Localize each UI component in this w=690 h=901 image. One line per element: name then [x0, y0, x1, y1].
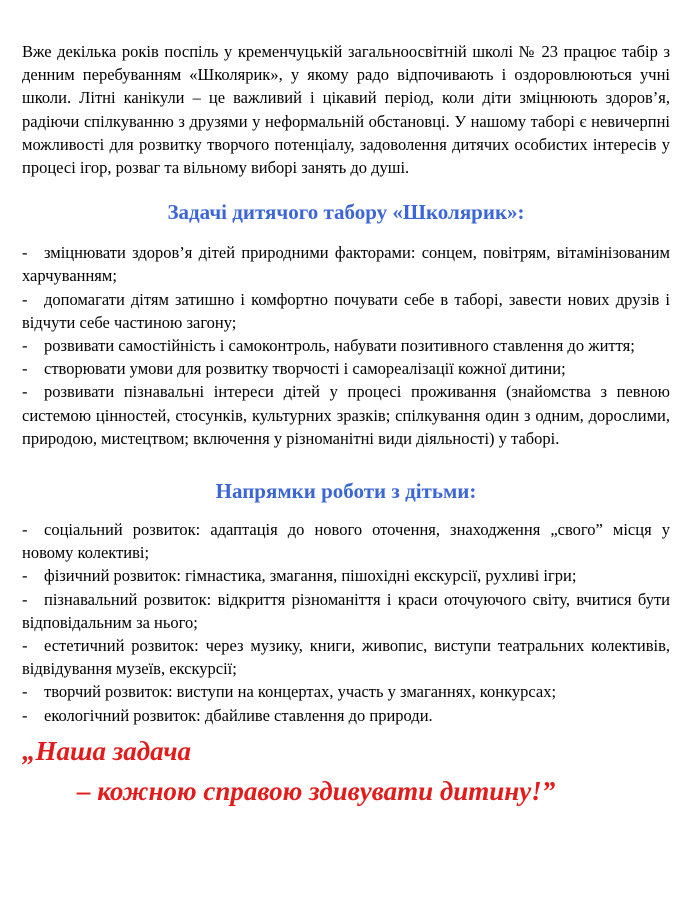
slogan-line-1: „Наша задача [22, 735, 191, 766]
list-marker: - [22, 359, 28, 379]
list-marker: - [22, 566, 28, 586]
list-item: - створювати умови для розвитку творчості і самореалізації кожної дитини; [22, 357, 670, 380]
list-item: - естетичний розвиток: через музику, книги, живопис, виступи театральних колективів, відвідування музеїв, екскурсії; [22, 636, 670, 679]
list-marker: - [22, 243, 28, 263]
list-marker: - [22, 589, 28, 609]
intro-section [22, 40, 670, 179]
list-marker: - [22, 705, 28, 725]
list-marker: - [22, 382, 28, 402]
list-marker: - [22, 289, 28, 309]
list-item: - розвивати пізнавальні інтереси дітей у процесі проживання (знайомства з певною системою цінностей, стосунків, культурних зразків; спілкування один з одним, дорослими, природою, мистецтвом; включення у різноманітні види діяльності) у таборі. [22, 382, 670, 448]
list-item: - розвивати самостійність і самоконтроль, набувати позитивного ставлення до життя; [22, 334, 670, 357]
slogan-line-2: – кожною справою здивувати дитину!” [77, 775, 556, 806]
list-marker: - [22, 520, 28, 540]
directions-list [22, 518, 670, 727]
list-item: - фізичний розвиток: гімнастика, змагання, пішохідні екскурсії, рухливі ігри; [22, 564, 670, 587]
list-marker: - [22, 336, 28, 356]
list-item: - допомагати дітям затишно і комфортно почувати себе в таборі, завести нових друзів і відчути себе частиною загону; [22, 289, 670, 332]
directions-heading: Напрямки роботи з дітьми: [215, 479, 477, 504]
document-page [22, 40, 670, 809]
list-item: - зміцнювати здоров’я дітей природними факторами: сонцем, повітрям, вітамінізованим харчуванням; [22, 243, 670, 286]
tasks-list [22, 241, 670, 450]
list-marker: - [22, 636, 28, 656]
list-item: - екологічний розвиток: дбайливе ставлення до природи. [22, 704, 670, 727]
tasks-heading: Задачі дитячого табору «Школярик»: [167, 200, 525, 225]
intro-paragraph: Вже декілька років поспіль у кременчуцькій загальноосвітній школі № 23 працює табір з денним перебуванням «Школярик», у якому радо відпочивають і оздоровлюються учні школи. Літні канікули – це важливий і цікавий період, коли діти зміцнюють здоров’я, радіючи спілкуванню з друзями у неформальній обстановці. У нашому таборі є невичерпні можливості для розвитку творчого потенціалу, задоволення дитячих особистих інтересів у процесі ігор, розваг та вільному виборі занять до душі. [22, 42, 670, 178]
list-item: - творчий розвиток: виступи на концертах, участь у змаганнях, конкурсах; [22, 680, 670, 703]
list-item: - пізнавальний розвиток: відкриття різноманіття і краси оточуючого світу, вчитися бути відповідальним за нього; [22, 589, 670, 632]
list-marker: - [22, 682, 28, 702]
list-item: - соціальний розвиток: адаптація до нового оточення, знаходження „свого” місця у новому колективі; [22, 520, 670, 563]
